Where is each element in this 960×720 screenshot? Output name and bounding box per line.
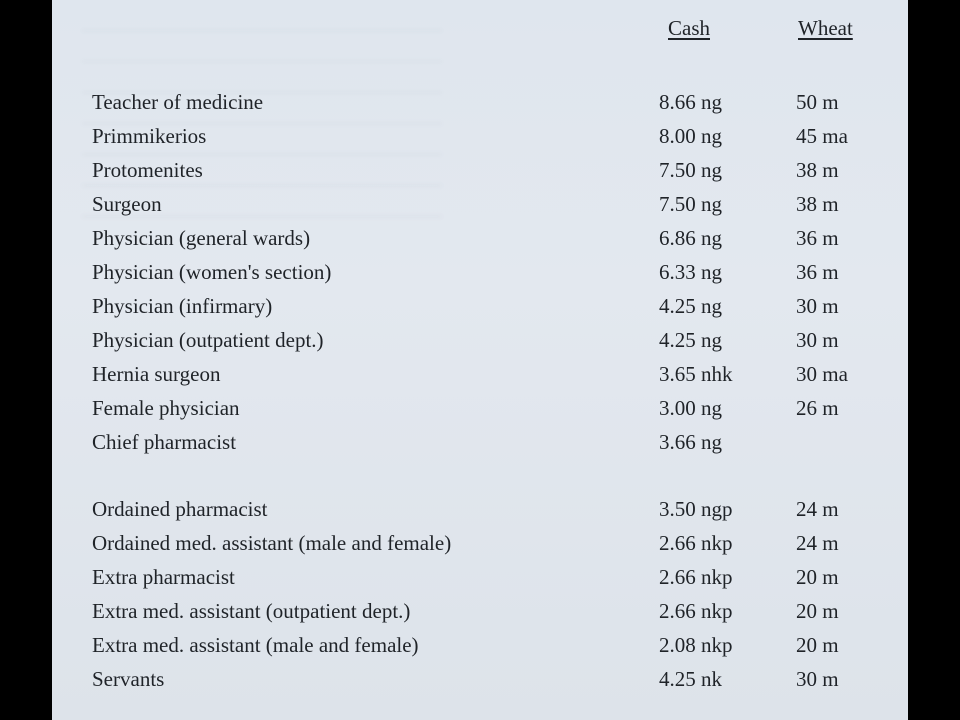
table-row xyxy=(52,494,908,524)
row-cash: 4.25 ng xyxy=(659,328,722,352)
row-title: Servants xyxy=(92,667,165,691)
row-wheat: 38 m xyxy=(796,192,839,216)
table-row xyxy=(52,325,908,355)
row-title: Ordained pharmacist xyxy=(92,497,268,521)
row-wheat: 36 m xyxy=(796,226,839,250)
row-title: Ordained med. assistant (male and female) xyxy=(92,531,452,555)
row-wheat: 30 m xyxy=(796,328,839,352)
row-wheat: 30 m xyxy=(796,294,839,318)
row-cash: 2.66 nkp xyxy=(659,565,733,589)
row-wheat: 26 m xyxy=(796,396,839,420)
row-cash: 3.00 ng xyxy=(659,396,722,420)
row-title: Surgeon xyxy=(92,192,162,216)
row-title: Physician (women's section) xyxy=(92,260,332,284)
document-page xyxy=(52,0,908,720)
row-wheat: 30 ma xyxy=(796,362,848,386)
row-cash: 3.66 ng xyxy=(659,430,722,454)
row-wheat: 24 m xyxy=(796,497,839,521)
row-cash: 4.25 ng xyxy=(659,294,722,318)
row-wheat: 50 m xyxy=(796,90,839,114)
table-row xyxy=(52,121,908,151)
table-row xyxy=(52,528,908,558)
table-row xyxy=(52,393,908,423)
row-cash: 8.00 ng xyxy=(659,124,722,148)
table-row xyxy=(52,664,908,694)
row-title: Extra med. assistant (outpatient dept.) xyxy=(92,599,411,623)
row-title: Protomenites xyxy=(92,158,203,182)
table-row xyxy=(52,189,908,219)
row-title: Physician (outpatient dept.) xyxy=(92,328,324,352)
row-wheat: 36 m xyxy=(796,260,839,284)
row-cash: 7.50 ng xyxy=(659,158,722,182)
row-title: Teacher of medicine xyxy=(92,90,264,114)
table-row xyxy=(52,155,908,185)
row-wheat: 20 m xyxy=(796,633,839,657)
row-title: Primmikerios xyxy=(92,124,207,148)
column-header-cash: Cash xyxy=(668,16,710,40)
row-wheat: 45 ma xyxy=(796,124,848,148)
row-cash: 6.33 ng xyxy=(659,260,722,284)
row-cash: 3.65 nhk xyxy=(659,362,733,386)
row-cash: 4.25 nk xyxy=(659,667,722,691)
table-row xyxy=(52,87,908,117)
table-row xyxy=(52,630,908,660)
table-row xyxy=(52,596,908,626)
row-cash: 8.66 ng xyxy=(659,90,722,114)
table-row xyxy=(52,427,908,457)
row-title: Extra med. assistant (male and female) xyxy=(92,633,419,657)
table-row xyxy=(52,359,908,389)
row-cash: 2.66 nkp xyxy=(659,531,733,555)
row-wheat: 30 m xyxy=(796,667,839,691)
row-cash: 3.50 ngp xyxy=(659,497,733,521)
table-row xyxy=(52,223,908,253)
table-row xyxy=(52,562,908,592)
row-wheat: 24 m xyxy=(796,531,839,555)
row-title: Female physician xyxy=(92,396,240,420)
table-row xyxy=(52,257,908,287)
row-cash: 2.66 nkp xyxy=(659,599,733,623)
column-header-wheat: Wheat xyxy=(798,16,853,40)
row-title: Physician (infirmary) xyxy=(92,294,273,318)
table-row xyxy=(52,291,908,321)
row-cash: 7.50 ng xyxy=(659,192,722,216)
row-cash: 6.86 ng xyxy=(659,226,722,250)
row-wheat: 20 m xyxy=(796,599,839,623)
row-title: Hernia surgeon xyxy=(92,362,221,386)
row-cash: 2.08 nkp xyxy=(659,633,733,657)
row-wheat: 20 m xyxy=(796,565,839,589)
row-title: Physician (general wards) xyxy=(92,226,311,250)
row-title: Extra pharmacist xyxy=(92,565,235,589)
row-title: Chief pharmacist xyxy=(92,430,237,454)
row-wheat: 38 m xyxy=(796,158,839,182)
